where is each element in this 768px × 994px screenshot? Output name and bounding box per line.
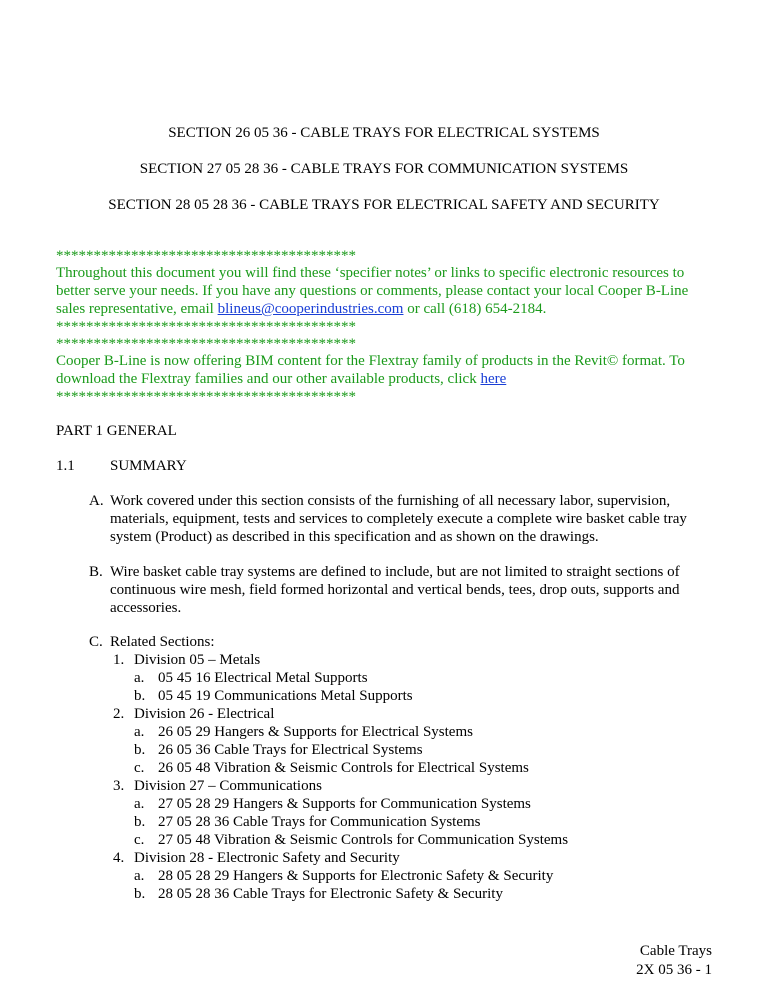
related-item: 28 05 28 29 Hangers & Supports for Electronic Safety & Security (158, 868, 554, 884)
note-divider: **************************************** (56, 248, 356, 264)
note-text: Cooper B-Line is now offering BIM content for the Flextray family of products in the Revit© format. To download the Flextray families and our other available products, click (56, 353, 685, 387)
related-item: 27 05 28 36 Cable Trays for Communication Systems (158, 814, 481, 830)
related-item: 05 45 16 Electrical Metal Supports (158, 670, 368, 686)
related-letter: b. (134, 814, 146, 830)
related-division: Division 27 – Communications (134, 778, 322, 794)
related-letter: a. (134, 724, 145, 740)
related-letter: a. (134, 868, 145, 884)
related-num: 1. (113, 652, 125, 668)
note-divider: **************************************** (56, 319, 356, 335)
related-letter: b. (134, 886, 146, 902)
specifier-note-contact (56, 264, 716, 318)
related-num: 3. (113, 778, 125, 794)
related-item: 05 45 19 Communications Metal Supports (158, 688, 413, 704)
paragraph-b: Wire basket cable tray systems are defined to include, but are not limited to straight sections of continuous wire mesh, field formed horizontal and vertical bends, tees, drop outs, supports and accessories. (110, 564, 680, 616)
related-item: 27 05 48 Vibration & Seismic Controls for Communication Systems (158, 832, 569, 848)
section-title-26: SECTION 26 05 36 - CABLE TRAYS FOR ELECTRICAL SYSTEMS (168, 125, 600, 141)
related-item: 26 05 29 Hangers & Supports for Electrical Systems (158, 724, 473, 740)
footer-title: Cable Trays (639, 943, 712, 959)
note-divider: **************************************** (56, 389, 356, 405)
specifier-note-bim (56, 352, 716, 388)
note-text-end: or call (618) 654-2184. (403, 301, 547, 317)
related-num: 2. (113, 706, 125, 722)
note-text: Throughout this document you will find these ‘specifier notes’ or links to specific electronic resources to better serve your needs. If you have any questions or comments, please contact your local Cooper B-Line sales representative, email (56, 265, 689, 317)
related-letter: a. (134, 670, 145, 686)
related-item: 28 05 28 36 Cable Trays for Electronic Safety & Security (158, 886, 503, 902)
section-title-27: SECTION 27 05 28 36 - CABLE TRAYS FOR COMMUNICATION SYSTEMS (139, 161, 629, 177)
paragraph-c: Related Sections: (110, 634, 215, 650)
related-item: 26 05 48 Vibration & Seismic Controls for Electrical Systems (158, 760, 529, 776)
related-division: Division 26 - Electrical (134, 706, 275, 722)
part-heading: PART 1 GENERAL (56, 423, 177, 439)
related-division: Division 28 - Electronic Safety and Security (134, 850, 400, 866)
paragraph-letter: A. (89, 493, 104, 509)
note-divider: **************************************** (56, 336, 356, 352)
paragraph-a: Work covered under this section consists of the furnishing of all necessary labor, supervision, materials, equipment, tests and services to completely execute a complete wire basket cable tray system (Product) as described in this specification and as shown on the drawings. (110, 493, 687, 545)
related-division: Division 05 – Metals (134, 652, 261, 668)
related-letter: b. (134, 688, 146, 704)
article-number: 1.1 (56, 458, 75, 474)
section-title-28: SECTION 28 05 28 36 - CABLE TRAYS FOR ELECTRICAL SAFETY AND SECURITY (108, 197, 660, 213)
article-title: SUMMARY (110, 458, 187, 474)
related-item: 26 05 36 Cable Trays for Electrical Systems (158, 742, 423, 758)
related-letter: a. (134, 796, 145, 812)
footer-page-number: 2X 05 36 - 1 (636, 962, 712, 978)
related-letter: c. (134, 832, 145, 848)
paragraph-letter: B. (89, 564, 103, 580)
paragraph-letter: C. (89, 634, 103, 650)
related-letter: c. (134, 760, 145, 776)
related-letter: b. (134, 742, 146, 758)
bim-download-link[interactable]: here (480, 371, 507, 387)
email-link[interactable]: blineus@cooperindustries.com (217, 301, 404, 317)
related-num: 4. (113, 850, 125, 866)
related-item: 27 05 28 29 Hangers & Supports for Communication Systems (158, 796, 531, 812)
